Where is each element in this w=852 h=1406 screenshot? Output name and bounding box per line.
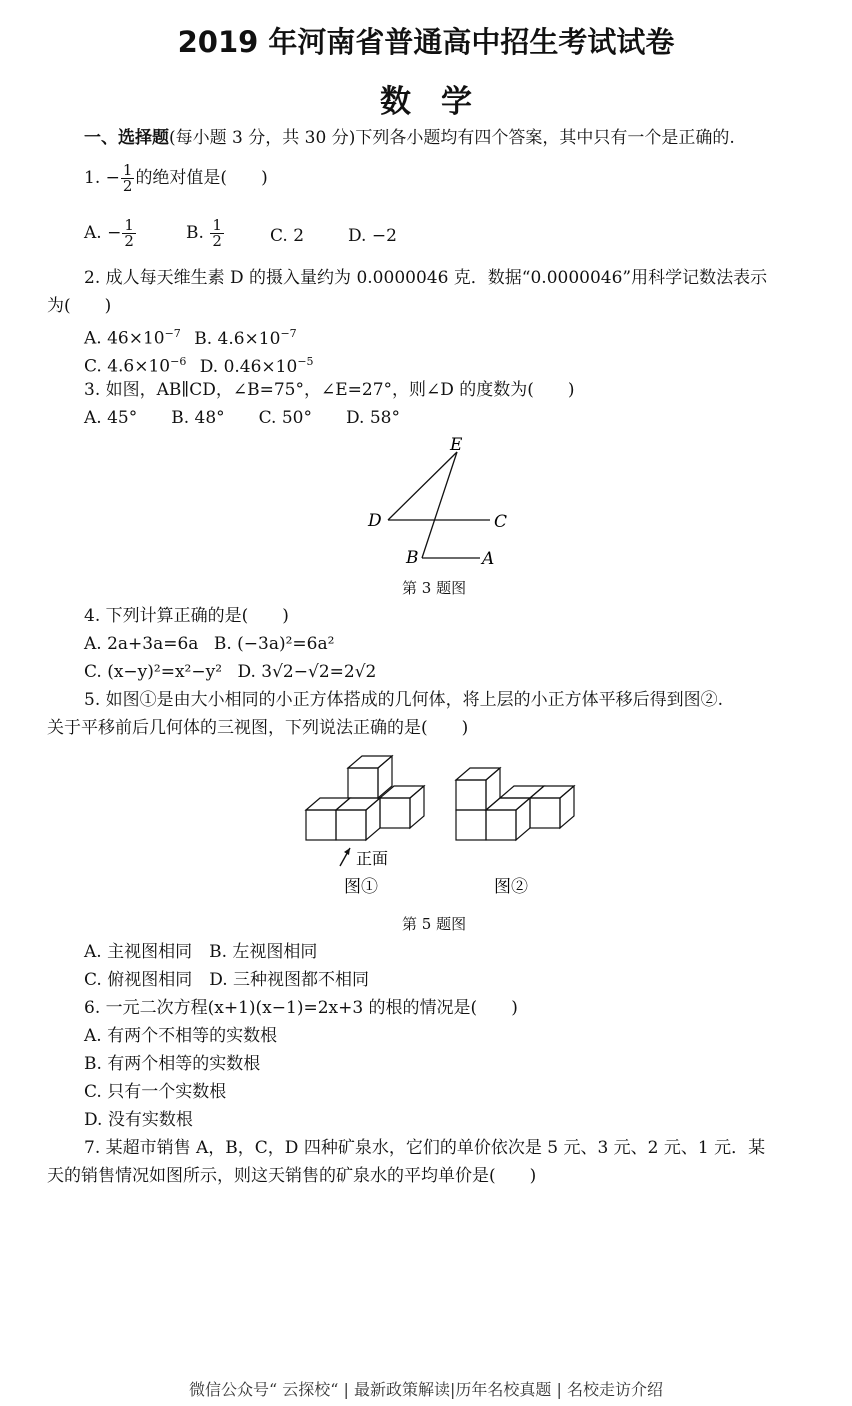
q4-line1: 4. 下列计算正确的是( ) — [84, 606, 289, 626]
q3-line1: 3. 如图，AB∥CD，∠B=75°，∠E=27°，则∠D 的度数为( ) — [84, 380, 575, 400]
label-b: B — [406, 548, 419, 568]
q4-option-c: C. (x−y)²=x²−y² — [84, 662, 223, 682]
q5-figure — [300, 748, 580, 898]
q5-options-cd: C. 俯视图相同 D. 三种视图都不相同 — [84, 970, 370, 990]
figure-2-cubes — [456, 768, 574, 840]
question-1 — [84, 163, 268, 194]
q3-caption: 第 3 题图 — [402, 579, 467, 597]
q1-options — [84, 218, 137, 249]
q2-options-cd — [84, 350, 314, 379]
front-label: 正面 — [356, 849, 389, 868]
q1-optA-num: 1 — [124, 216, 134, 234]
q1-frac-den: 2 — [122, 177, 133, 195]
q4-option-a: A. 2a+3a=6a — [84, 634, 199, 654]
q6-option-b: B. 有两个相等的实数根 — [84, 1054, 261, 1074]
q2-option-b-exp: −7 — [280, 327, 297, 340]
q2-option-a: A. 46×10 — [84, 328, 165, 349]
q4-option-d: D. 3√2−√2=2√2 — [237, 662, 377, 682]
label-a: A — [482, 549, 495, 569]
q1-option-a-neg: − — [107, 223, 122, 243]
q4-option-b: B. (−3a)²=6a² — [213, 634, 335, 654]
q1-option-d: D. −2 — [348, 226, 397, 246]
q5-caption: 第 5 题图 — [402, 915, 467, 933]
cube — [348, 768, 378, 798]
fig1-label: 图① — [344, 877, 378, 897]
line-eb — [422, 452, 457, 558]
line-de — [388, 452, 457, 520]
subject-title: 数学 — [380, 84, 502, 120]
q1-frac-num: 1 — [122, 161, 133, 179]
q1-option-a-fraction — [122, 218, 136, 249]
q7-line2: 天的销售情况如图所示，则这天销售的矿泉水的平均单价是( ) — [47, 1166, 537, 1186]
q1-option-b-label: B. — [186, 223, 204, 243]
cube — [336, 810, 366, 840]
q2-option-c-exp: −6 — [170, 355, 187, 368]
q6-option-d: D. 没有实数根 — [84, 1110, 193, 1130]
q1-optA-den: 2 — [124, 232, 134, 250]
q2-option-a-exp: −7 — [164, 327, 181, 340]
fig2-label: 图② — [494, 877, 528, 897]
label-c: C — [494, 512, 508, 532]
q3-figure — [360, 430, 510, 570]
q4-options-cd — [84, 660, 376, 684]
q1-text: 的绝对值是( ) — [135, 168, 268, 188]
q1-optB-den: 2 — [212, 232, 222, 250]
cube — [306, 810, 336, 840]
q1-option-a-label: A. — [84, 223, 102, 243]
q2-option-d-exp: −5 — [297, 355, 314, 368]
section-description: (每小题 3 分，共 30 分)下列各小题均有四个答案，其中只有一个是正确的. — [169, 128, 735, 148]
q2-option-b: B. 4.6×10 — [194, 328, 281, 349]
cube — [456, 810, 486, 840]
section-heading — [84, 126, 735, 150]
cube — [530, 798, 560, 828]
footer-promo: 微信公众号“ 云探校“ | 最新政策解读|历年名校真题 | 名校走访介绍 — [189, 1380, 663, 1399]
q6-option-c: C. 只有一个实数根 — [84, 1082, 227, 1102]
cube-side — [366, 798, 380, 840]
q5-options-ab: A. 主视图相同 B. 左视图相同 — [84, 942, 318, 962]
figure-1-cubes — [306, 756, 424, 840]
q3-options: A. 45° B. 48° C. 50° D. 58° — [84, 408, 400, 428]
cube-side — [378, 756, 392, 798]
q2-options-ab — [84, 322, 297, 351]
q4-options-ab — [84, 632, 334, 656]
q2-line1: 2. 成人每天维生素 D 的摄入量约为 0.0000046 克．数据“0.0000046”用科学记数法表示 — [84, 268, 768, 288]
q5-line2: 关于平移前后几何体的三视图，下列说法正确的是( ) — [47, 718, 469, 738]
q1-neg-sign: − — [105, 168, 120, 188]
section-label: 一、选择题 — [84, 128, 169, 148]
cube-side — [516, 798, 530, 840]
q1-option-b-fraction — [210, 218, 224, 249]
q6-option-a: A. 有两个不相等的实数根 — [84, 1026, 278, 1046]
q1-number: 1. — [84, 168, 101, 188]
q1-option-b — [186, 218, 225, 249]
cube — [380, 798, 410, 828]
cube-side — [410, 786, 424, 828]
cube — [486, 810, 516, 840]
q1-optB-num: 1 — [212, 216, 222, 234]
label-e: E — [450, 435, 463, 455]
q1-fraction — [121, 163, 135, 194]
q5-line1: 5. 如图①是由大小相同的小正方体搭成的几何体，将上层的小正方体平移后得到图②. — [84, 690, 724, 710]
label-d: D — [368, 511, 382, 531]
cube-side — [560, 786, 574, 828]
cube — [456, 780, 486, 810]
exam-title: 2019 年河南省普通高中招生考试试卷 — [177, 25, 675, 59]
q2-option-c: C. 4.6×10 — [84, 356, 171, 377]
q2-line2: 为( ) — [47, 296, 112, 316]
q6-line1: 6. 一元二次方程(x+1)(x−1)=2x+3 的根的情况是( ) — [84, 998, 518, 1018]
q1-option-c: C. 2 — [270, 226, 305, 246]
q2-option-d: D. 0.46×10 — [199, 356, 298, 377]
q7-line1: 7. 某超市销售 A，B，C，D 四种矿泉水，它们的单价依次是 5 元、3 元、2 元、1 元．某 — [84, 1138, 766, 1158]
